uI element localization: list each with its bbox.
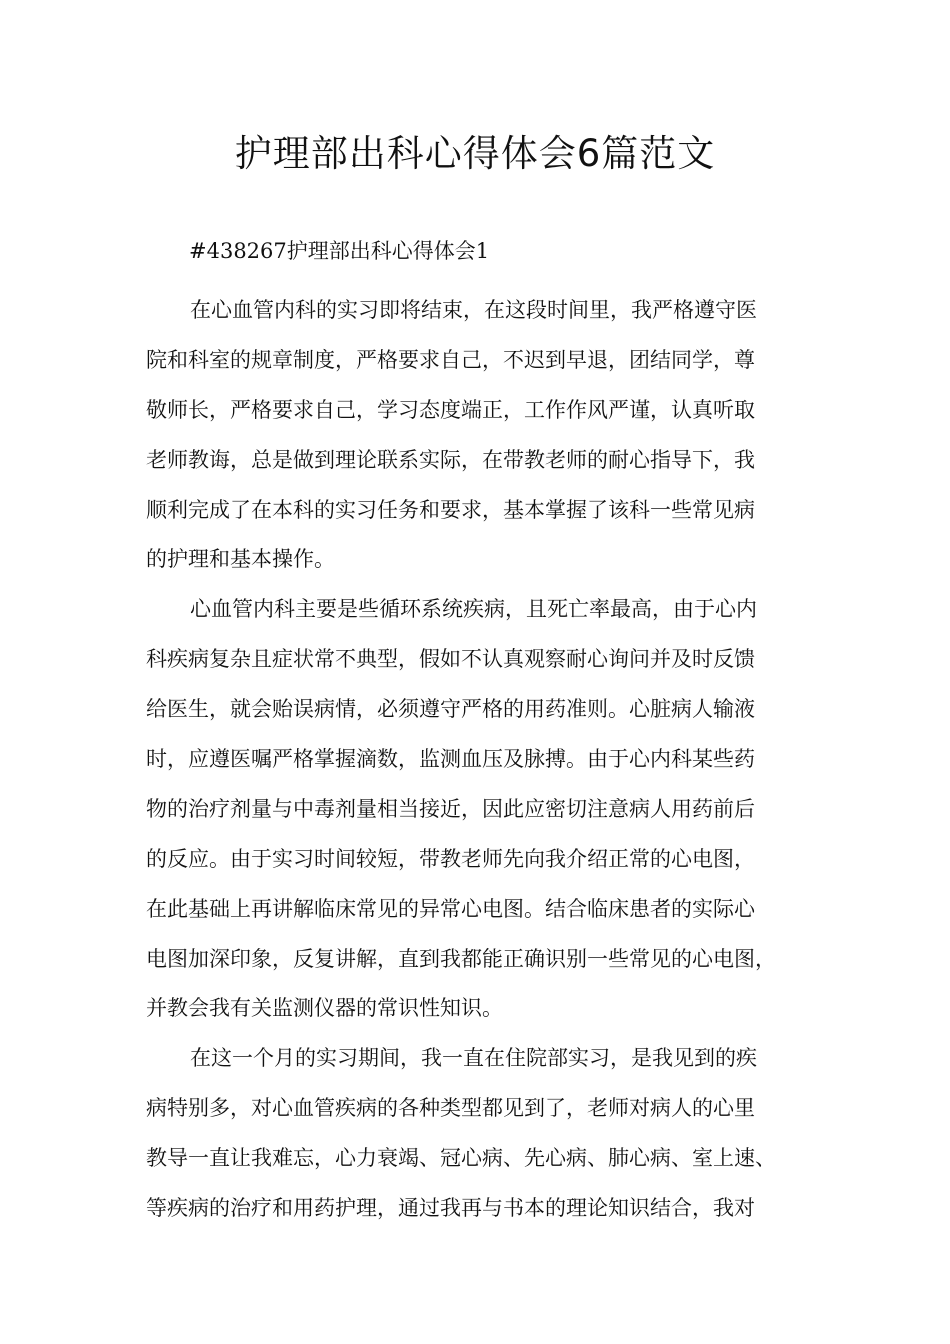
text-line: 顺利完成了在本科的实习任务和要求，基本掌握了该科一些常见病 [146,497,755,522]
text-line: 敬师长，严格要求自己，学习态度端正，工作作风严谨，认真听取 [146,397,755,422]
text-line: 的反应。由于实习时间较短，带教老师先向我介绍正常的心电图， [146,846,755,871]
text-line: 并教会我有关监测仪器的常识性知识。 [146,996,503,1021]
section-heading: #438267护理部出科心得体会1 [189,239,490,263]
text-line: 老师教诲，总是做到理论联系实际，在带教老师的耐心指导下，我 [146,447,755,472]
text-line: 时，应遵医嘱严格掌握滴数，监测血压及脉搏。由于心内科某些药 [146,747,755,772]
text-line: 在这一个月的实习期间，我一直在住院部实习，是我见到的疾 [190,1046,757,1071]
text-line: 的护理和基本操作。 [146,547,335,572]
text-line: 给医生，就会贻误病情，必须遵守严格的用药准则。心脏病人输液 [146,697,755,722]
document-title: 护理部出科心得体会6篇范文 [234,132,716,175]
text-line: 在心血管内科的实习即将结束，在这段时间里，我严格遵守医 [190,298,757,322]
text-line: 电图加深印象，反复讲解，直到我都能正确识别一些常见的心电图， [146,946,776,971]
text-line: 病特别多，对心血管疾病的各种类型都见到了，老师对病人的心里 [146,1096,755,1121]
text-line: 教导一直让我难忘，心力衰竭、冠心病、先心病、肺心病、室上速、 [146,1146,776,1171]
text-line: 科疾病复杂且症状常不典型，假如不认真观察耐心询问并及时反馈 [146,647,755,672]
text-line: 物的治疗剂量与中毒剂量相当接近，因此应密切注意病人用药前后 [146,796,755,821]
text-line: 在此基础上再讲解临床常见的异常心电图。结合临床患者的实际心 [146,896,755,921]
text-line: 等疾病的治疗和用药护理，通过我再与书本的理论知识结合，我对 [146,1196,755,1221]
text-line: 院和科室的规章制度，严格要求自己，不迟到早退，团结同学，尊 [146,347,755,372]
text-line: 心血管内科主要是些循环系统疾病，且死亡率最高，由于心内 [190,597,757,622]
body-text [146,286,828,1234]
